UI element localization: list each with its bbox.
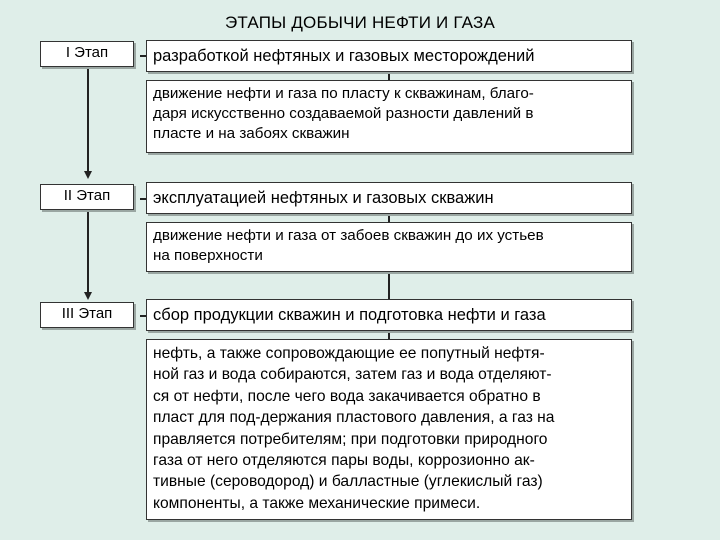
- description-line: на поверхности: [153, 247, 263, 264]
- description-line: ся от нефти, после чего вода закачивается обратно в: [153, 387, 541, 405]
- description-line: ной газ и вода собираются, затем газ и вода отделяют-: [153, 366, 552, 384]
- diagram-title: ЭТАПЫ ДОБЫЧИ НЕФТИ И ГАЗА: [224, 13, 496, 32]
- flow-line-1-2: [87, 67, 89, 172]
- stage-label-1: I Этап: [40, 41, 134, 67]
- description-line: движение нефти и газа от забоев скважин до их устьев: [153, 227, 544, 244]
- description-line: даря искусственно создаваемой разности давлений в: [153, 105, 534, 122]
- arrow-down-icon: [84, 292, 92, 300]
- stage-description-1: [146, 80, 632, 153]
- arrow-down-icon: [84, 171, 92, 179]
- description-line: правляется потребителям; при подготовки природного: [153, 430, 548, 448]
- stage-label-3: III Этап: [40, 302, 134, 328]
- description-line: нефть, а также сопровождающие ее попутный нефтя-: [153, 345, 545, 362]
- description-line: тивные (сероводород) и балластные (углекислый газ): [153, 473, 543, 491]
- stage-label-2: II Этап: [40, 184, 134, 210]
- stage-heading-1: разработкой нефтяных и газовых месторождений: [146, 40, 632, 72]
- connector-line: [388, 71, 390, 80]
- connector-line: [388, 213, 390, 222]
- flow-line-2-3: [87, 211, 89, 293]
- description-line: пласт для под-держания пластового давления, а газ на: [153, 409, 555, 427]
- description-line: газа от него отделяются пары воды, коррозионно ак-: [153, 452, 535, 470]
- connector-line: [388, 271, 390, 299]
- description-line: движение нефти и газа по пласту к скважинам, благо-: [153, 85, 534, 102]
- description-line: компоненты, а также механические примеси.: [153, 494, 481, 512]
- stage-heading-2: эксплуатацией нефтяных и газовых скважин: [146, 182, 632, 214]
- stage-description-3: [146, 339, 632, 520]
- stage-description-2: [146, 222, 632, 272]
- description-line: пласте и на забоях скважин: [153, 125, 350, 142]
- stage-heading-3: сбор продукции скважин и подготовка нефти и газа: [146, 299, 632, 331]
